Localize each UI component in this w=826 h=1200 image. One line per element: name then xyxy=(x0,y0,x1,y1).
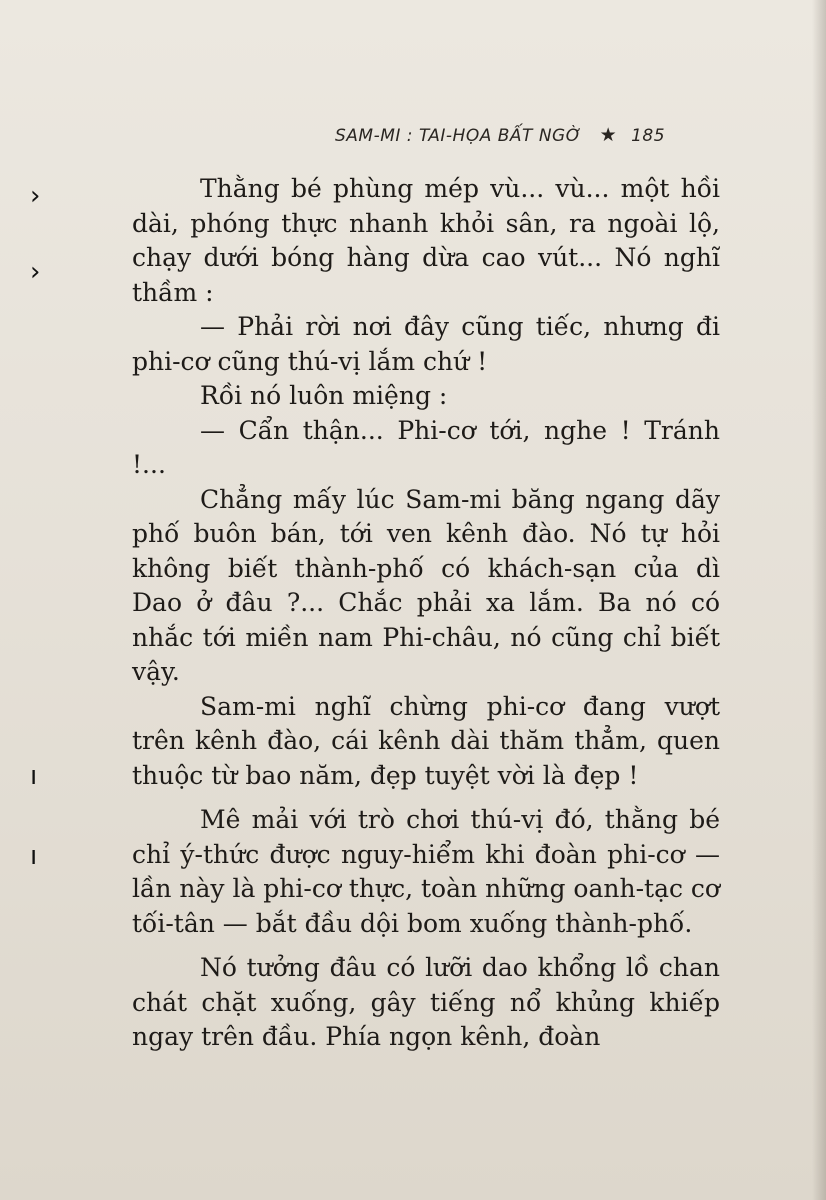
body-text xyxy=(132,172,720,1055)
paragraph: Nó tưởng đâu có lưỡi dao khổng lồ chan chát chặt xuống, gây tiếng nổ khủng khiếp ngay trên đầu. Phía ngọn kênh, đoàn xyxy=(132,953,720,1051)
page-number: 185 xyxy=(631,126,666,146)
paragraph: Sam-mi nghĩ chừng phi-cơ đang vượt trên kênh đào, cái kênh dài thăm thẳm, quen thuộc từ bao năm, đẹp tuyệt vời là đẹp ! xyxy=(132,691,720,790)
paragraph: — Phải rời nơi đây cũng tiếc, nhưng đi phi-cơ cũng thú-vị lắm chứ ! xyxy=(132,312,720,376)
running-head xyxy=(335,124,735,146)
page-edge-shadow xyxy=(812,0,826,1200)
paragraph: — Cẩn thận... Phi-cơ tới, nghe ! Tránh !... xyxy=(132,415,720,479)
binding-stitch-mark: › xyxy=(30,181,41,211)
paragraph: Rồi nó luôn miệng : xyxy=(200,381,448,410)
binding-stitch-mark: › xyxy=(30,257,41,287)
paragraph: Thằng bé phùng mép vù... vù... một hồi dài, phóng thực nhanh khỏi sân, ra ngoài lộ, chạy dưới bóng hàng dừa cao vút... Nó nghĩ thầm : xyxy=(132,174,720,307)
paragraph: Mê mải với trò chơi thú-vị đó, thằng bé chỉ ý-thức được nguy-hiểm khi đoàn phi-cơ — lần này là phi-cơ thực, toàn những oanh-tạc cơ tối-tân — bắt đầu dội bom xuống thành-phố. xyxy=(132,805,720,938)
star-icon: ★ xyxy=(599,124,618,146)
paragraph: Chẳng mấy lúc Sam-mi băng ngang dãy phố buôn bán, tới ven kênh đào. Nó tự hỏi không biết thành-phố có khách-sạn của dì Dao ở đâu ?... Chắc phải xa lắm. Ba nó có nhắc tới miền nam Phi-châu, nó cũng chỉ biết vậy. xyxy=(132,484,720,686)
binding-stitch-mark: ı xyxy=(30,841,38,871)
running-head-title: SAM-MI : TAI-HỌA BẤT NGỜ xyxy=(335,126,582,146)
binding-stitch-mark: ı xyxy=(30,761,38,791)
